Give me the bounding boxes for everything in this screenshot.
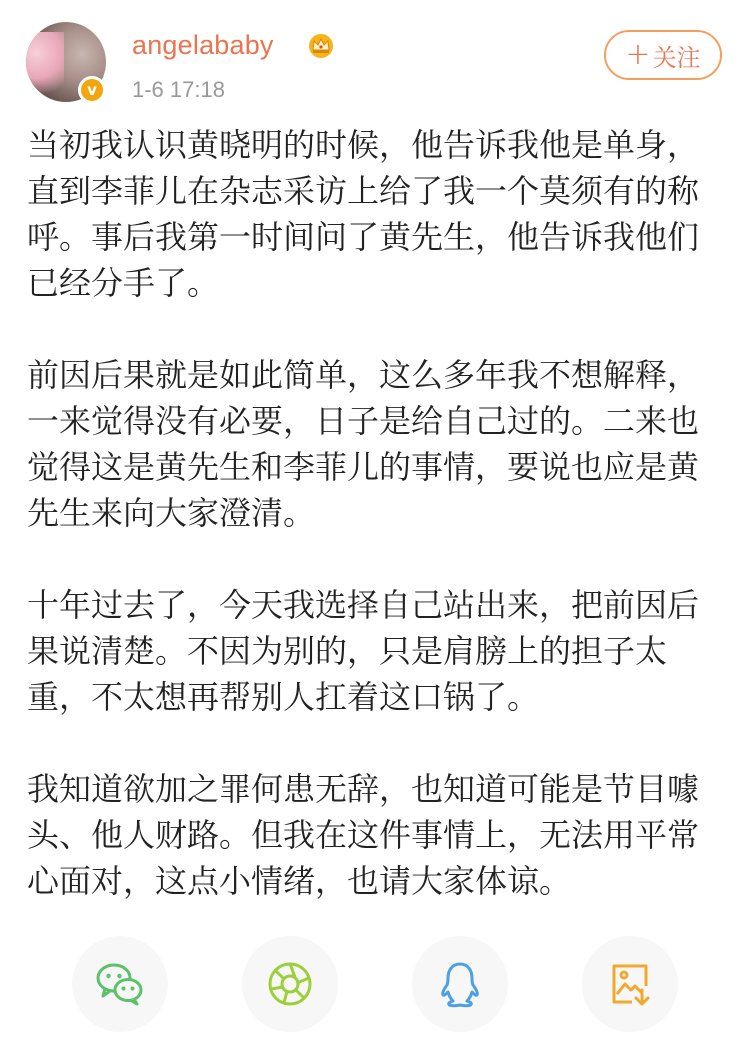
follow-button[interactable] bbox=[604, 30, 722, 80]
post-content bbox=[27, 122, 727, 904]
username[interactable]: angelababy bbox=[132, 30, 274, 60]
post-paragraph: 我知道欲加之罪何患无辞，也知道可能是节目噱头、他人财路。但我在这件事情上，无法用平常心面对，这点小情绪，也请大家体谅。 bbox=[27, 770, 700, 900]
post-paragraph: 前因后果就是如此简单，这么多年我不想解释，一来觉得没有必要，日子是给自己过的。二来也觉得这是黄先生和李菲儿的事情，要说也应是黄先生来向大家澄清。 bbox=[27, 356, 700, 532]
post-paragraph: 十年过去了，今天我选择自己站出来，把前因后果说清楚。不因为别的，只是肩膀上的担子太重，不太想再帮别人扛着这口锅了。 bbox=[27, 586, 700, 716]
moments-icon bbox=[262, 956, 318, 1012]
plus-icon: + bbox=[625, 37, 651, 72]
share-bar bbox=[0, 930, 750, 1040]
share-wechat-button[interactable] bbox=[72, 936, 168, 1032]
wechat-icon bbox=[92, 956, 148, 1012]
verified-badge-icon: v bbox=[78, 76, 106, 104]
post-paragraph: 当初我认识黄晓明的时候，他告诉我他是单身，直到李菲儿在杂志采访上给了我一个莫须有的称呼。事后我第一时间问了黄先生，他告诉我他们已经分手了。 bbox=[27, 126, 700, 302]
post-time: 1-6 17:18 bbox=[132, 77, 225, 102]
follow-label: 关注 bbox=[652, 43, 701, 72]
share-qq-button[interactable] bbox=[412, 936, 508, 1032]
crown-icon bbox=[307, 32, 335, 58]
save-image-icon bbox=[602, 956, 658, 1012]
qq-icon bbox=[432, 956, 488, 1012]
avatar[interactable] bbox=[26, 22, 106, 102]
save-image-button[interactable] bbox=[582, 936, 678, 1032]
share-moments-button[interactable] bbox=[242, 936, 338, 1032]
post-header bbox=[0, 0, 750, 115]
